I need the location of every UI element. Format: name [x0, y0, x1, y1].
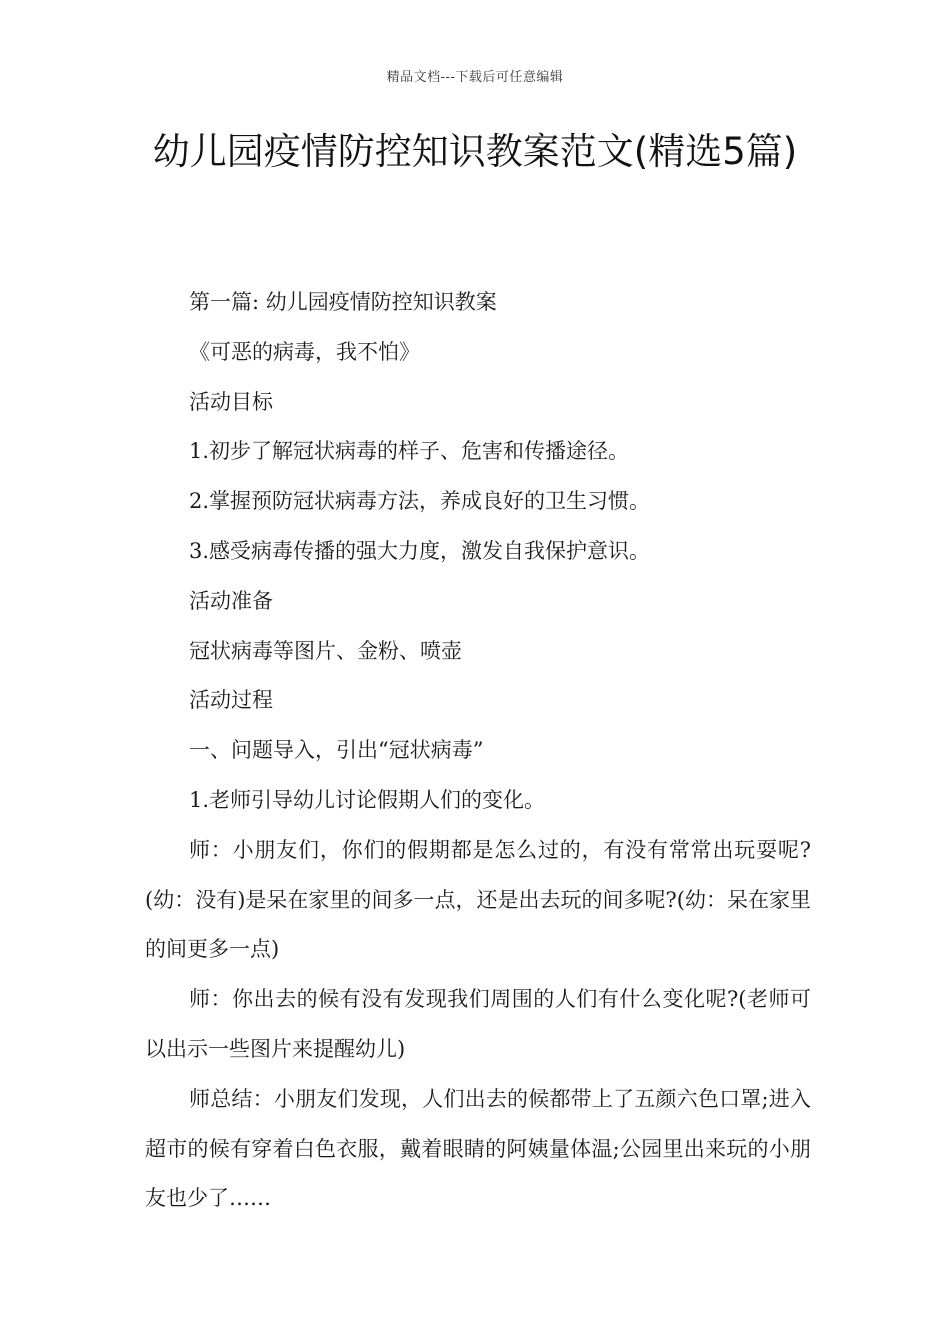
- paragraph: 冠状病毒等图片、金粉、喷壶: [189, 638, 462, 663]
- paragraph: 活动过程: [189, 688, 273, 713]
- paragraph: 师：你出去的候有没有发现我们周围的人们有什么变化呢?(老师可以出示一些图片来提醒幼儿): [145, 987, 811, 1061]
- paragraph: 师总结：小朋友们发现，人们出去的候都带上了五颜六色口罩;进入超市的候有穿着白色衣服，戴着眼睛的阿姨量体温;公园里出来玩的小朋友也少了……: [145, 1086, 811, 1211]
- paragraph: 3.感受病毒传播的强大力度，激发自我保护意识。: [189, 538, 651, 563]
- paragraph: 第一篇: 幼儿园疫情防控知识教案: [189, 290, 497, 314]
- paragraph: 1.初步了解冠状病毒的样子、危害和传播途径。: [189, 439, 630, 464]
- paragraph: 活动准备: [189, 588, 273, 613]
- document-body: [145, 278, 811, 1224]
- paragraph: 师：小朋友们，你们的假期都是怎么过的，有没有常常出玩耍呢?(幼：没有)是呆在家里的间多一点，还是出去玩的间多呢?(幼：呆在家里的间更多一点): [145, 837, 811, 962]
- paragraph: 《可恶的病毒，我不怕》: [189, 339, 420, 364]
- document-title: 幼儿园疫情防控知识教案范文(精选5篇): [152, 130, 798, 173]
- paragraph: 一、问题导入，引出“冠状病毒”: [189, 738, 484, 763]
- paragraph: 1.老师引导幼儿讨论假期人们的变化。: [189, 787, 546, 812]
- paragraph: 2.掌握预防冠状病毒方法，养成良好的卫生习惯。: [189, 489, 651, 514]
- header-watermark: 精品文档---下载后可任意编辑: [386, 70, 564, 85]
- paragraph: 活动目标: [189, 389, 273, 414]
